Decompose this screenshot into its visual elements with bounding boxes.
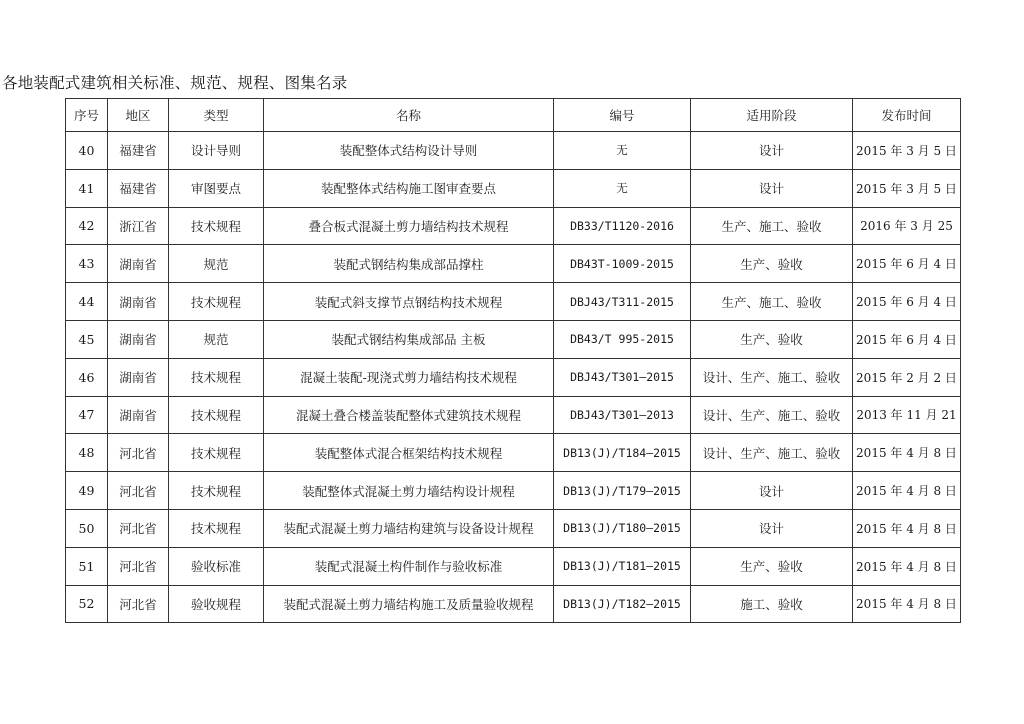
cell-stage: 设计、生产、施工、验收 (691, 358, 853, 396)
cell-type: 审图要点 (169, 169, 264, 207)
cell-code: DBJ43/T301—2013 (554, 396, 691, 434)
cell-index: 40 (66, 132, 108, 170)
cell-name: 装配整体式混合框架结构技术规程 (264, 434, 554, 472)
cell-region: 河北省 (108, 585, 169, 623)
cell-name: 装配式混凝土构件制作与验收标准 (264, 547, 554, 585)
cell-index: 48 (66, 434, 108, 472)
table-header-row (66, 99, 961, 132)
table-row (66, 396, 961, 434)
cell-region: 浙江省 (108, 207, 169, 245)
column-header-type: 类型 (169, 99, 264, 132)
cell-name: 混凝土装配-现浇式剪力墙结构技术规程 (264, 358, 554, 396)
cell-code: DB13(J)/T179—2015 (554, 472, 691, 510)
cell-name: 装配式混凝土剪力墙结构施工及质量验收规程 (264, 585, 554, 623)
cell-code: DB43T-1009-2015 (554, 245, 691, 283)
cell-region: 福建省 (108, 132, 169, 170)
cell-code: DB33/T1120-2016 (554, 207, 691, 245)
cell-type: 技术规程 (169, 283, 264, 321)
cell-region: 湖南省 (108, 245, 169, 283)
cell-date: 2015 年 3 月 5 日 (853, 169, 961, 207)
cell-code: DB13(J)/T180—2015 (554, 509, 691, 547)
cell-index: 47 (66, 396, 108, 434)
cell-code: DB43/T 995-2015 (554, 320, 691, 358)
cell-date: 2013 年 11 月 21 (853, 396, 961, 434)
cell-stage: 设计 (691, 509, 853, 547)
column-header-region: 地区 (108, 99, 169, 132)
table-row (66, 169, 961, 207)
cell-name: 装配式钢结构集成部品撑柱 (264, 245, 554, 283)
cell-name: 叠合板式混凝土剪力墙结构技术规程 (264, 207, 554, 245)
standards-table (65, 98, 961, 623)
table-row (66, 509, 961, 547)
cell-type: 验收标准 (169, 547, 264, 585)
cell-type: 技术规程 (169, 434, 264, 472)
cell-name: 装配式斜支撑节点钢结构技术规程 (264, 283, 554, 321)
cell-type: 规范 (169, 320, 264, 358)
cell-stage: 生产、施工、验收 (691, 283, 853, 321)
table-row (66, 358, 961, 396)
cell-type: 规范 (169, 245, 264, 283)
cell-index: 52 (66, 585, 108, 623)
table-row (66, 283, 961, 321)
cell-index: 46 (66, 358, 108, 396)
cell-region: 湖南省 (108, 320, 169, 358)
column-header-code: 编号 (554, 99, 691, 132)
cell-date: 2015 年 2 月 2 日 (853, 358, 961, 396)
cell-index: 43 (66, 245, 108, 283)
table-row (66, 434, 961, 472)
cell-type: 技术规程 (169, 396, 264, 434)
table-row (66, 245, 961, 283)
cell-date: 2015 年 4 月 8 日 (853, 472, 961, 510)
table-row (66, 547, 961, 585)
cell-stage: 生产、验收 (691, 547, 853, 585)
cell-index: 44 (66, 283, 108, 321)
column-header-date: 发布时间 (853, 99, 961, 132)
cell-index: 45 (66, 320, 108, 358)
cell-region: 河北省 (108, 509, 169, 547)
cell-code: 无 (554, 169, 691, 207)
cell-date: 2015 年 6 月 4 日 (853, 245, 961, 283)
cell-date: 2016 年 3 月 25 (853, 207, 961, 245)
cell-index: 41 (66, 169, 108, 207)
cell-name: 装配整体式结构施工图审查要点 (264, 169, 554, 207)
column-header-stage: 适用阶段 (691, 99, 853, 132)
cell-stage: 生产、验收 (691, 320, 853, 358)
cell-name: 装配整体式结构设计导则 (264, 132, 554, 170)
cell-region: 河北省 (108, 547, 169, 585)
cell-index: 42 (66, 207, 108, 245)
cell-name: 混凝土叠合楼盖装配整体式建筑技术规程 (264, 396, 554, 434)
cell-stage: 生产、验收 (691, 245, 853, 283)
cell-code: DB13(J)/T181—2015 (554, 547, 691, 585)
cell-stage: 施工、验收 (691, 585, 853, 623)
cell-code: DB13(J)/T184—2015 (554, 434, 691, 472)
cell-code: 无 (554, 132, 691, 170)
cell-type: 技术规程 (169, 207, 264, 245)
cell-type: 技术规程 (169, 358, 264, 396)
cell-stage: 设计 (691, 132, 853, 170)
cell-region: 湖南省 (108, 358, 169, 396)
cell-stage: 设计、生产、施工、验收 (691, 434, 853, 472)
table-row (66, 207, 961, 245)
page-title: 各地装配式建筑相关标准、规范、规程、图集名录 (2, 74, 348, 92)
cell-date: 2015 年 4 月 8 日 (853, 434, 961, 472)
cell-region: 福建省 (108, 169, 169, 207)
cell-name: 装配整体式混凝土剪力墙结构设计规程 (264, 472, 554, 510)
cell-index: 50 (66, 509, 108, 547)
table-row (66, 472, 961, 510)
cell-stage: 设计 (691, 472, 853, 510)
cell-name: 装配式钢结构集成部品 主板 (264, 320, 554, 358)
cell-region: 河北省 (108, 434, 169, 472)
table-row (66, 585, 961, 623)
cell-region: 河北省 (108, 472, 169, 510)
cell-type: 技术规程 (169, 509, 264, 547)
cell-code: DBJ43/T311-2015 (554, 283, 691, 321)
cell-index: 51 (66, 547, 108, 585)
table-row (66, 320, 961, 358)
column-header-index: 序号 (66, 99, 108, 132)
cell-date: 2015 年 6 月 4 日 (853, 320, 961, 358)
cell-date: 2015 年 3 月 5 日 (853, 132, 961, 170)
cell-date: 2015 年 4 月 8 日 (853, 547, 961, 585)
cell-code: DB13(J)/T182—2015 (554, 585, 691, 623)
cell-region: 湖南省 (108, 283, 169, 321)
cell-name: 装配式混凝土剪力墙结构建筑与设备设计规程 (264, 509, 554, 547)
cell-date: 2015 年 4 月 8 日 (853, 585, 961, 623)
cell-type: 技术规程 (169, 472, 264, 510)
cell-code: DBJ43/T301—2015 (554, 358, 691, 396)
cell-date: 2015 年 6 月 4 日 (853, 283, 961, 321)
cell-type: 设计导则 (169, 132, 264, 170)
cell-date: 2015 年 4 月 8 日 (853, 509, 961, 547)
cell-index: 49 (66, 472, 108, 510)
cell-stage: 设计、生产、施工、验收 (691, 396, 853, 434)
cell-stage: 设计 (691, 169, 853, 207)
column-header-name: 名称 (264, 99, 554, 132)
cell-type: 验收规程 (169, 585, 264, 623)
table-row (66, 132, 961, 170)
cell-stage: 生产、施工、验收 (691, 207, 853, 245)
cell-region: 湖南省 (108, 396, 169, 434)
